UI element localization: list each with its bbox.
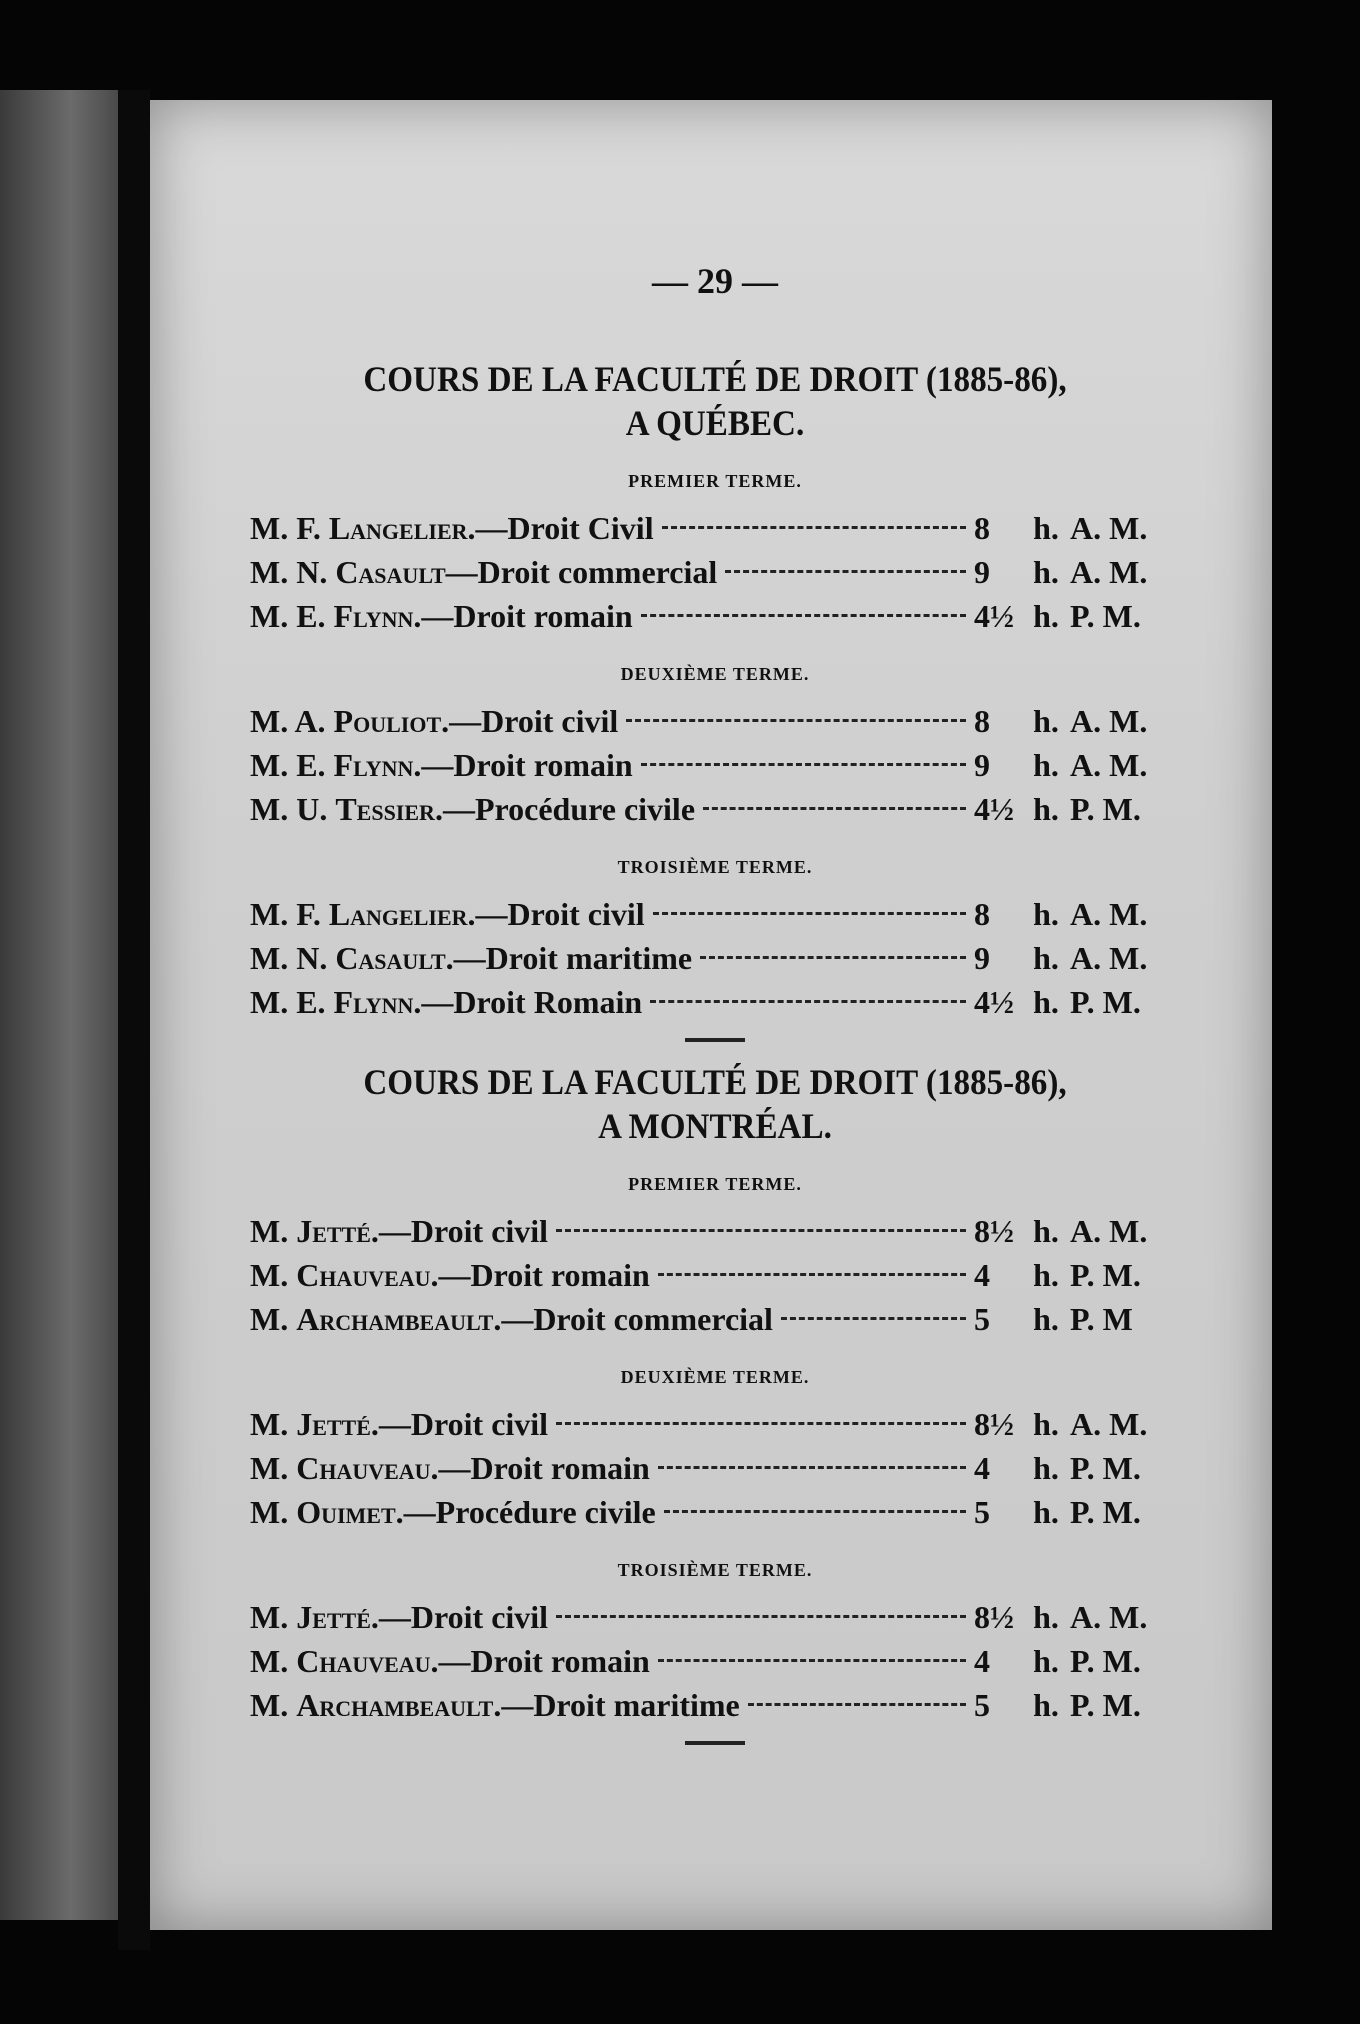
professor-name: Casault (335, 554, 446, 590)
course-name: .—Droit romain (413, 747, 633, 783)
professor (250, 1490, 396, 1534)
montreal-section (250, 1060, 1180, 1727)
section-divider (685, 1038, 745, 1042)
hour-abbrev: h. (1033, 1406, 1059, 1442)
course-name: .—Droit maritime (445, 940, 693, 976)
hours: 4½ (974, 791, 1014, 827)
professor-initials: M. E. (250, 598, 334, 634)
course-row (250, 1209, 1180, 1253)
period: A. M. (1070, 747, 1148, 783)
hour-abbrev: h. (1033, 1301, 1059, 1337)
hour-abbrev: h. (1033, 703, 1059, 739)
professor-initials: M. E. (250, 984, 334, 1020)
professor (250, 550, 446, 594)
professor (250, 1683, 493, 1727)
page-content (250, 260, 1180, 1763)
hour-abbrev: h. (1033, 510, 1059, 546)
course-row (250, 594, 1180, 638)
professor (250, 1595, 371, 1639)
professor (250, 1209, 371, 1253)
period: A. M. (1070, 510, 1148, 546)
hour-abbrev: h. (1033, 791, 1059, 827)
period: A. M. (1070, 940, 1148, 976)
professor-name: Jetté (296, 1406, 371, 1442)
dash-leader (748, 1703, 966, 1706)
hour-abbrev: h. (1033, 896, 1059, 932)
course-row (250, 699, 1180, 743)
quebec-title-line1: COURS DE LA FACULTÉ DE DROIT (1885-86), (363, 359, 1067, 399)
term-heading: PREMIER TERME. (628, 471, 802, 491)
hours: 5 (974, 1687, 990, 1723)
professor-initials: M. (250, 1301, 297, 1337)
professor-name: Jetté (296, 1213, 371, 1249)
period: A. M. (1070, 554, 1148, 590)
course-name: .—Droit civil (370, 1213, 549, 1249)
dash-leader (556, 1229, 966, 1232)
course-name: .—Procédure civile (395, 1494, 656, 1530)
course-name: .—Droit civil (467, 896, 645, 932)
professor-name: Flynn (333, 747, 414, 783)
term-heading: DEUXIÈME TERME. (620, 664, 810, 684)
professor-name: Casault (335, 940, 446, 976)
professor (250, 787, 435, 831)
hour-abbrev: h. (1033, 747, 1059, 783)
term-heading: TROISIÈME TERME. (617, 1560, 813, 1580)
period: P. M. (1070, 598, 1141, 634)
montreal-title-line2: A MONTRÉAL. (598, 1106, 832, 1146)
professor (250, 506, 468, 550)
course-name: .—Droit civil (441, 703, 619, 739)
course-row (250, 743, 1180, 787)
hours: 4 (974, 1450, 990, 1486)
hour-abbrev: h. (1033, 554, 1059, 590)
course-row (250, 1639, 1180, 1683)
dash-leader (641, 614, 966, 617)
course-row (250, 787, 1180, 831)
period: P. M. (1070, 1257, 1141, 1293)
hour-abbrev: h. (1033, 1599, 1059, 1635)
hours: 4 (974, 1257, 990, 1293)
professor (250, 892, 468, 936)
professor (250, 936, 446, 980)
quebec-terms (250, 471, 1180, 1024)
hour-abbrev: h. (1033, 1643, 1059, 1679)
end-rule (685, 1741, 745, 1745)
hours: 4½ (974, 598, 1014, 634)
course-row (250, 506, 1180, 550)
professor-name: Langelier (328, 896, 468, 932)
course-row (250, 1595, 1180, 1639)
course-row (250, 892, 1180, 936)
montreal-terms (250, 1174, 1180, 1727)
hour-abbrev: h. (1033, 1687, 1059, 1723)
course-name: .—Droit commercial (493, 1301, 773, 1337)
course-name: .—Droit romain (430, 1450, 650, 1486)
professor-name: Tessier (335, 791, 435, 827)
course-name: —Droit commercial (445, 554, 718, 590)
dash-leader (781, 1317, 966, 1320)
period: A. M. (1070, 1406, 1148, 1442)
hour-abbrev: h. (1033, 1213, 1059, 1249)
course-name: .—Procédure civile (434, 791, 696, 827)
book-gutter (118, 90, 150, 1950)
course-row (250, 980, 1180, 1024)
dash-leader (658, 1466, 966, 1469)
period: A. M. (1070, 1213, 1148, 1249)
page-number: — 29 — (652, 261, 778, 301)
dash-leader (700, 956, 966, 959)
professor-initials: M. (250, 1643, 297, 1679)
professor-initials: M. (250, 1687, 297, 1723)
professor-name: Flynn (333, 598, 414, 634)
course-name: .—Droit civil (370, 1406, 549, 1442)
term-heading: DEUXIÈME TERME. (620, 1367, 810, 1387)
hours: 8½ (974, 1599, 1014, 1635)
professor (250, 1446, 431, 1490)
hours: 8½ (974, 1406, 1014, 1442)
professor-name: Langelier (328, 510, 468, 546)
professor-initials: M. N. (250, 554, 336, 590)
professor-initials: M. (250, 1494, 297, 1530)
course-row (250, 1297, 1180, 1341)
dash-leader (556, 1422, 966, 1425)
professor (250, 1639, 431, 1683)
facing-page-edge (0, 90, 118, 1920)
hour-abbrev: h. (1033, 940, 1059, 976)
hours: 8 (974, 510, 990, 546)
dash-leader (653, 912, 966, 915)
professor-name: Jetté (296, 1599, 371, 1635)
dash-leader (626, 719, 966, 722)
term-heading: PREMIER TERME. (628, 1174, 802, 1194)
hours: 4 (974, 1643, 990, 1679)
professor (250, 980, 413, 1024)
hours: 8 (974, 703, 990, 739)
hour-abbrev: h. (1033, 984, 1059, 1020)
course-row (250, 1402, 1180, 1446)
hours: 9 (974, 940, 990, 976)
hours: 5 (974, 1494, 990, 1530)
course-row (250, 936, 1180, 980)
course-name: .—Droit civil (370, 1599, 549, 1635)
professor-initials: M. (250, 1450, 297, 1486)
period: P. M. (1070, 1494, 1141, 1530)
course-row (250, 1446, 1180, 1490)
professor (250, 1297, 493, 1341)
professor-initials: M. N. (250, 940, 336, 976)
dash-leader (662, 526, 966, 529)
course-row (250, 1683, 1180, 1727)
professor-name: Chauveau (296, 1643, 431, 1679)
course-name: .—Droit romain (413, 598, 633, 634)
period: P. M. (1070, 791, 1141, 827)
quebec-title-line2: A QUÉBEC. (625, 403, 805, 443)
professor (250, 1402, 371, 1446)
professor-name: Chauveau (296, 1450, 431, 1486)
course-name: .—Droit romain (430, 1643, 650, 1679)
quebec-section (250, 357, 1180, 1024)
hour-abbrev: h. (1033, 598, 1059, 634)
montreal-title-line1: COURS DE LA FACULTÉ DE DROIT (1885-86), (363, 1062, 1067, 1102)
hour-abbrev: h. (1033, 1494, 1059, 1530)
period: P. M (1070, 1301, 1133, 1337)
professor (250, 1253, 431, 1297)
course-row (250, 1253, 1180, 1297)
hour-abbrev: h. (1033, 1257, 1059, 1293)
period: P. M. (1070, 1450, 1141, 1486)
professor-initials: M. A. (250, 703, 334, 739)
professor (250, 743, 413, 787)
professor-initials: M. E. (250, 747, 334, 783)
hour-abbrev: h. (1033, 1450, 1059, 1486)
professor-initials: M. F. (250, 896, 329, 932)
period: P. M. (1070, 984, 1141, 1020)
professor-initials: M. (250, 1213, 297, 1249)
dash-leader (556, 1615, 966, 1618)
period: A. M. (1070, 1599, 1148, 1635)
professor-initials: M. (250, 1406, 297, 1442)
book-page (150, 100, 1272, 1930)
hours: 4½ (974, 984, 1014, 1020)
professor-initials: M. (250, 1599, 297, 1635)
period: A. M. (1070, 896, 1148, 932)
dash-leader (658, 1659, 966, 1662)
hours: 9 (974, 554, 990, 590)
hours: 5 (974, 1301, 990, 1337)
dash-leader (703, 807, 966, 810)
professor-name: Archambeault (296, 1687, 494, 1723)
professor-name: Chauveau (296, 1257, 431, 1293)
period: A. M. (1070, 703, 1148, 739)
dash-leader (650, 1000, 966, 1003)
dash-leader (658, 1273, 966, 1276)
professor-name: Pouliot (333, 703, 442, 739)
course-name: .—Droit Civil (467, 510, 654, 546)
course-name: .—Droit romain (430, 1257, 650, 1293)
professor (250, 594, 413, 638)
period: P. M. (1070, 1687, 1141, 1723)
hours: 8½ (974, 1213, 1014, 1249)
dash-leader (641, 763, 966, 766)
hours: 8 (974, 896, 990, 932)
dash-leader (725, 570, 966, 573)
professor-name: Flynn (333, 984, 414, 1020)
professor-name: Archambeault (296, 1301, 494, 1337)
hours: 9 (974, 747, 990, 783)
course-row (250, 550, 1180, 594)
professor-initials: M. U. (250, 791, 336, 827)
professor (250, 699, 441, 743)
course-name: .—Droit Romain (413, 984, 643, 1020)
dash-leader (664, 1510, 966, 1513)
course-row (250, 1490, 1180, 1534)
professor-initials: M. (250, 1257, 297, 1293)
course-name: .—Droit maritime (493, 1687, 740, 1723)
professor-name: Ouimet (296, 1494, 396, 1530)
term-heading: TROISIÈME TERME. (617, 857, 813, 877)
period: P. M. (1070, 1643, 1141, 1679)
professor-initials: M. F. (250, 510, 329, 546)
